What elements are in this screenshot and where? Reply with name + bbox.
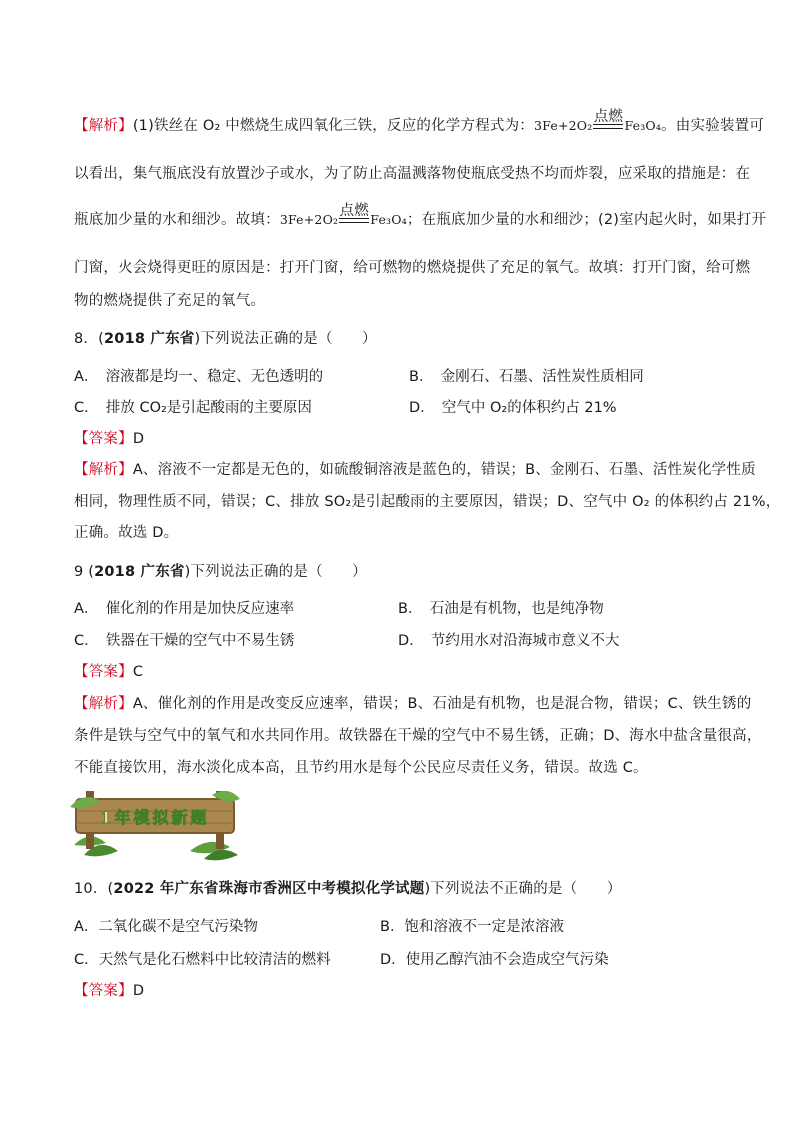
q10-option-c: C．天然气是化石燃料中比较清洁的燃料 [74,952,331,968]
q8-option-a: A． 溶液都是均一、稳定、无色透明的 [74,369,324,385]
q10-option-d: D．使用乙醇汽油不会造成空气污染 [380,952,609,968]
q10-option-b: B．饱和溶液不一定是浓溶液 [380,919,564,935]
q9-analysis-line-3: 不能直接饮用，海水淡化成本高，且节约用水是每个公民应尽责任义务，错误。故选 C。 [74,760,648,776]
reaction-arrow: 点燃 [592,116,624,136]
q7-analysis-line-4: 门窗，火会烧得更旺的原因是：打开门窗，给可燃物的燃烧提供了充足的氧气。故填：打开门窗，给可燃 [74,260,751,276]
analysis-label: 【解析】 [74,118,133,134]
q8-stem: 8．(2018 广东省)下列说法正确的是（ ） [74,331,377,347]
q7-analysis-line-3: 瓶底加少量的水和细沙。故填：3Fe+2O₂ 点燃 Fe₃O₄；在瓶底加少量的水和细沙；(2)室内起火时，如果打开 [74,203,767,228]
q9-option-c: C． 铁器在干燥的空气中不易生锈 [74,633,295,649]
q8-option-c: C． 排放 CO₂是引起酸雨的主要原因 [74,400,312,416]
q9-analysis-line-2: 条件是铁与空气中的氧气和水共同作用。故铁器在干燥的空气中不易生锈，正确；D、海水中盐含量很高， [74,728,762,744]
q7-analysis-line-2: 以看出，集气瓶底没有放置沙子或水，为了防止高温溅落物使瓶底受热不均而炸裂，应采取的措施是：在 [74,166,751,182]
section-banner [70,785,240,861]
banner-text: 1年模拟新题 [100,808,210,827]
q8-analysis-line-1: 【解析】A、溶液不一定都是无色的，如硫酸铜溶液是蓝色的，错误；B、金刚石、石墨、活性炭化学性质 [74,462,756,478]
q10-option-a: A．二氧化碳不是空气污染物 [74,919,258,935]
q8-option-d: D． 空气中 O₂的体积约占 21% [409,400,617,416]
q10-stem: 10．(2022 年广东省珠海市香洲区中考模拟化学试题)下列说法不正确的是（ ） [74,881,622,897]
q9-stem: 9 (2018 广东省)下列说法正确的是（ ） [74,564,367,580]
q7-analysis-line-1: 【解析】(1)铁丝在 O₂ 中燃烧生成四氧化三铁，反应的化学方程式为：3Fe+2O₂ 点燃 Fe₃O₄。由实验装置可 [74,109,765,134]
q8-analysis-line-3: 正确。故选 D。 [74,525,179,541]
q9-option-d: D． 节约用水对沿海城市意义不大 [398,633,620,649]
q10-answer: 【答案】D [74,983,145,999]
q9-analysis-line-1: 【解析】A、催化剂的作用是改变反应速率，错误；B、石油是有机物，也是混合物，错误；C、铁生锈的 [74,696,752,712]
q7-analysis-line-5: 物的燃烧提供了充足的氧气。 [74,293,266,309]
q8-answer: 【答案】D [74,431,145,447]
q8-analysis-line-2: 相同，物理性质不同，错误；C、排放 SO₂是引起酸雨的主要原因，错误；D、空气中 O₂ 的体积约占 21%， [74,494,781,510]
q8-option-b: B． 金刚石、石墨、活性炭性质相同 [409,369,644,385]
q9-answer: 【答案】C [74,664,144,680]
reaction-arrow: 点燃 [338,210,370,230]
q9-option-a: A． 催化剂的作用是加快反应速率 [74,601,295,617]
q9-option-b: B． 石油是有机物，也是纯净物 [398,601,604,617]
